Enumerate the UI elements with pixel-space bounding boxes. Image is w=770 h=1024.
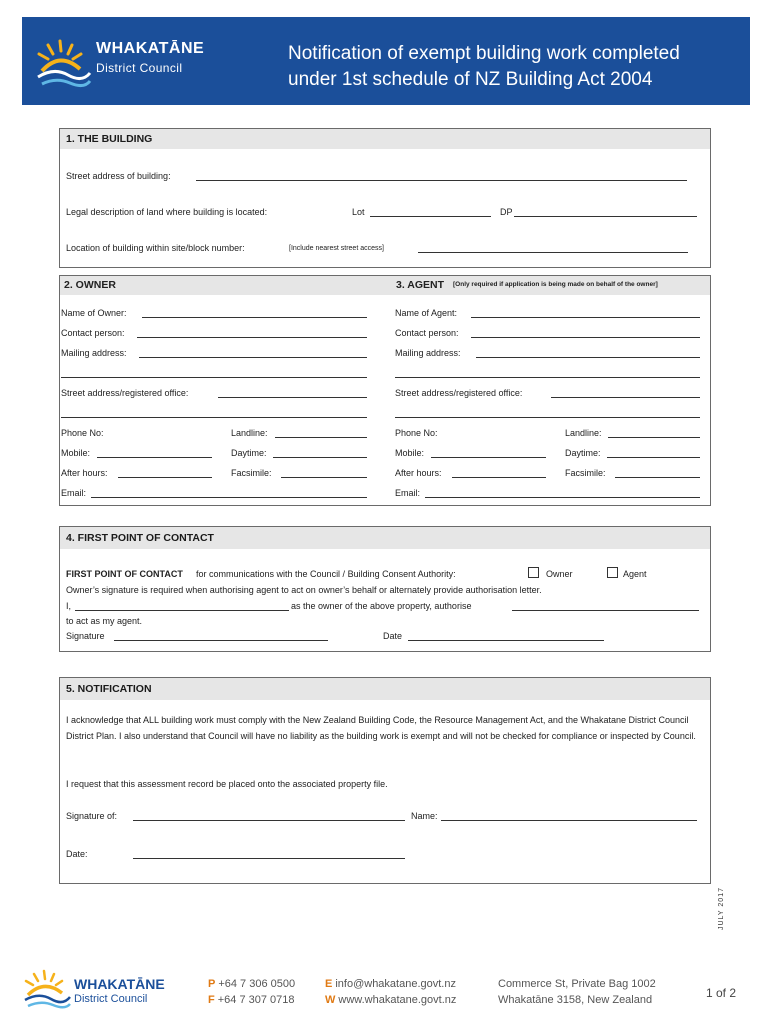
revision-date: JULY 2017 [718,887,725,930]
owner-email-label: Email: [61,488,87,498]
agent-street-label: Street address/registered office: [395,388,523,398]
web-key: W [325,994,336,1006]
acknowledgement-text: I acknowledge that ALL building work must comply with the New Zealand Building Code, the Resource Management Act, and the Whakatane District Council District Plan. I also understand that Council will have no liability as the building work is exempt and will not be checked for compliance or inspected by Council. [66,715,696,741]
owner-afterhours-field[interactable] [118,477,212,478]
fpoc-label: for communications with the Council / Building Consent Authority: [196,569,456,579]
dp-label: DP [500,207,513,217]
agent-daytime-field[interactable] [607,457,700,458]
signature-required-note: Owner’s signature is required when authorising agent to act on owner’s behalf or alternately provide authorisation letter. [66,585,542,595]
name-field[interactable] [441,820,697,821]
email-key: E [325,978,333,990]
owner-street-field[interactable] [218,397,367,398]
owner-landline-field[interactable] [275,437,367,438]
section-title: 4. FIRST POINT OF CONTACT [60,527,710,549]
agent-fax-field[interactable] [615,477,700,478]
footer-address-line-2: Whakatāne 3158, New Zealand [498,994,653,1006]
footer-org-name: WHAKATĀNE [74,976,165,992]
signature-field[interactable] [114,640,328,641]
phone-key: P [208,978,216,990]
footer-phone-block [208,976,295,1008]
footer-web[interactable]: www.whakatane.govt.nz [338,994,457,1006]
agent-name-field[interactable] [471,317,700,318]
footer-contact-block [325,976,456,1008]
page-number: 1 of 2 [706,986,737,1000]
street-address-field[interactable] [196,180,687,181]
footer-phone: +64 7 306 0500 [218,978,296,990]
agent-contact-label: Contact person: [395,328,459,338]
owner-fax-field[interactable] [281,477,367,478]
page-title [288,41,680,93]
owner-fax-label: Facsimile: [231,468,272,478]
signature-of-label: Signature of: [66,811,118,821]
agent-phone-label: Phone No: [395,428,438,438]
agent-fax-label: Facsimile: [565,468,606,478]
request-text: I request that this assessment record be placed onto the associated property file. [66,779,388,789]
agent-afterhours-label: After hours: [395,468,442,478]
agent-mailing-field-2[interactable] [395,377,700,378]
date-label-notification: Date: [66,849,88,859]
owner-street-field-2[interactable] [61,417,367,418]
footer-address-line-1: Commerce St, Private Bag 1002 [498,978,656,990]
council-logo [34,37,224,91]
header-banner [22,17,750,105]
signature-label: Signature [66,631,105,641]
agent-email-label: Email: [395,488,421,498]
location-label: Location of building within site/block number: [66,243,245,253]
logo-org-name: WHAKATĀNE [96,40,205,57]
owner-mobile-label: Mobile: [61,448,91,458]
owner-mailing-label: Mailing address: [61,348,127,358]
section-title: 1. THE BUILDING [60,129,710,149]
footer-fax: +64 7 307 0718 [217,994,295,1006]
sun-wave-logo-icon [22,968,72,1012]
lot-label: Lot [352,207,365,217]
owner-name-field[interactable] [142,317,367,318]
lot-field[interactable] [370,216,491,217]
date-field[interactable] [408,640,604,641]
location-field[interactable] [418,252,688,253]
agent-landline-field[interactable] [608,437,700,438]
owner-name-authorise-field[interactable] [75,610,289,611]
owner-checkbox[interactable] [528,567,539,578]
agent-afterhours-field[interactable] [452,477,546,478]
to-act-text: to act as my agent. [66,616,143,626]
agent-authorised-field[interactable] [512,610,699,611]
agent-checkbox[interactable] [607,567,618,578]
owner-phone-label: Phone No: [61,428,104,438]
owner-section-title: 2. OWNER [64,279,116,291]
owner-name-label: Name of Owner: [61,308,127,318]
dp-field[interactable] [514,216,697,217]
section-title: 5. NOTIFICATION [60,678,710,700]
owner-contact-field[interactable] [137,337,367,338]
agent-mobile-field[interactable] [431,457,546,458]
agent-contact-field[interactable] [471,337,700,338]
signature-of-field[interactable] [133,820,405,821]
fpoc-label-bold: FIRST POINT OF CONTACT [66,569,183,579]
agent-name-label: Name of Agent: [395,308,458,318]
agent-daytime-label: Daytime: [565,448,601,458]
footer-email[interactable]: info@whakatane.govt.nz [335,978,456,990]
owner-daytime-label: Daytime: [231,448,267,458]
agent-section-title: 3. AGENT [396,279,445,291]
name-label: Name: [411,811,438,821]
owner-mailing-field[interactable] [139,357,367,358]
owner-street-label: Street address/registered office: [61,388,189,398]
agent-email-field[interactable] [425,497,700,498]
i-label: I, [66,601,72,611]
date-label: Date [383,631,403,641]
agent-mailing-field[interactable] [476,357,700,358]
agent-street-field-2[interactable] [395,417,700,418]
agent-mailing-label: Mailing address: [395,348,461,358]
footer-address-block [498,976,656,1008]
location-hint: [Include nearest street access] [289,245,384,252]
owner-daytime-field[interactable] [273,457,367,458]
title-line-2: under 1st schedule of NZ Building Act 2004 [288,69,653,90]
owner-email-field[interactable] [91,497,367,498]
sun-wave-logo-icon [34,37,92,91]
owner-mobile-field[interactable] [97,457,212,458]
date-field-notification[interactable] [133,858,405,859]
owner-landline-label: Landline: [231,428,268,438]
agent-section-note: [Only required if application is being made on behalf of the owner] [453,281,658,288]
title-line-1: Notification of exempt building work completed [288,43,680,64]
agent-street-field[interactable] [551,397,700,398]
footer-org-sub: District Council [74,993,148,1005]
logo-org-sub: District Council [96,61,183,75]
owner-mailing-field-2[interactable] [61,377,367,378]
agent-option-label: Agent [623,569,647,579]
owner-option-label: Owner [546,569,573,579]
footer-logo [22,968,192,1012]
as-owner-text: as the owner of the above property, authorise [291,601,472,611]
fax-key: F [208,994,215,1006]
agent-landline-label: Landline: [565,428,602,438]
agent-mobile-label: Mobile: [395,448,425,458]
street-address-label: Street address of building: [66,171,171,181]
legal-description-label: Legal description of land where building is located: [66,207,268,217]
owner-afterhours-label: After hours: [61,468,108,478]
owner-contact-label: Contact person: [61,328,125,338]
